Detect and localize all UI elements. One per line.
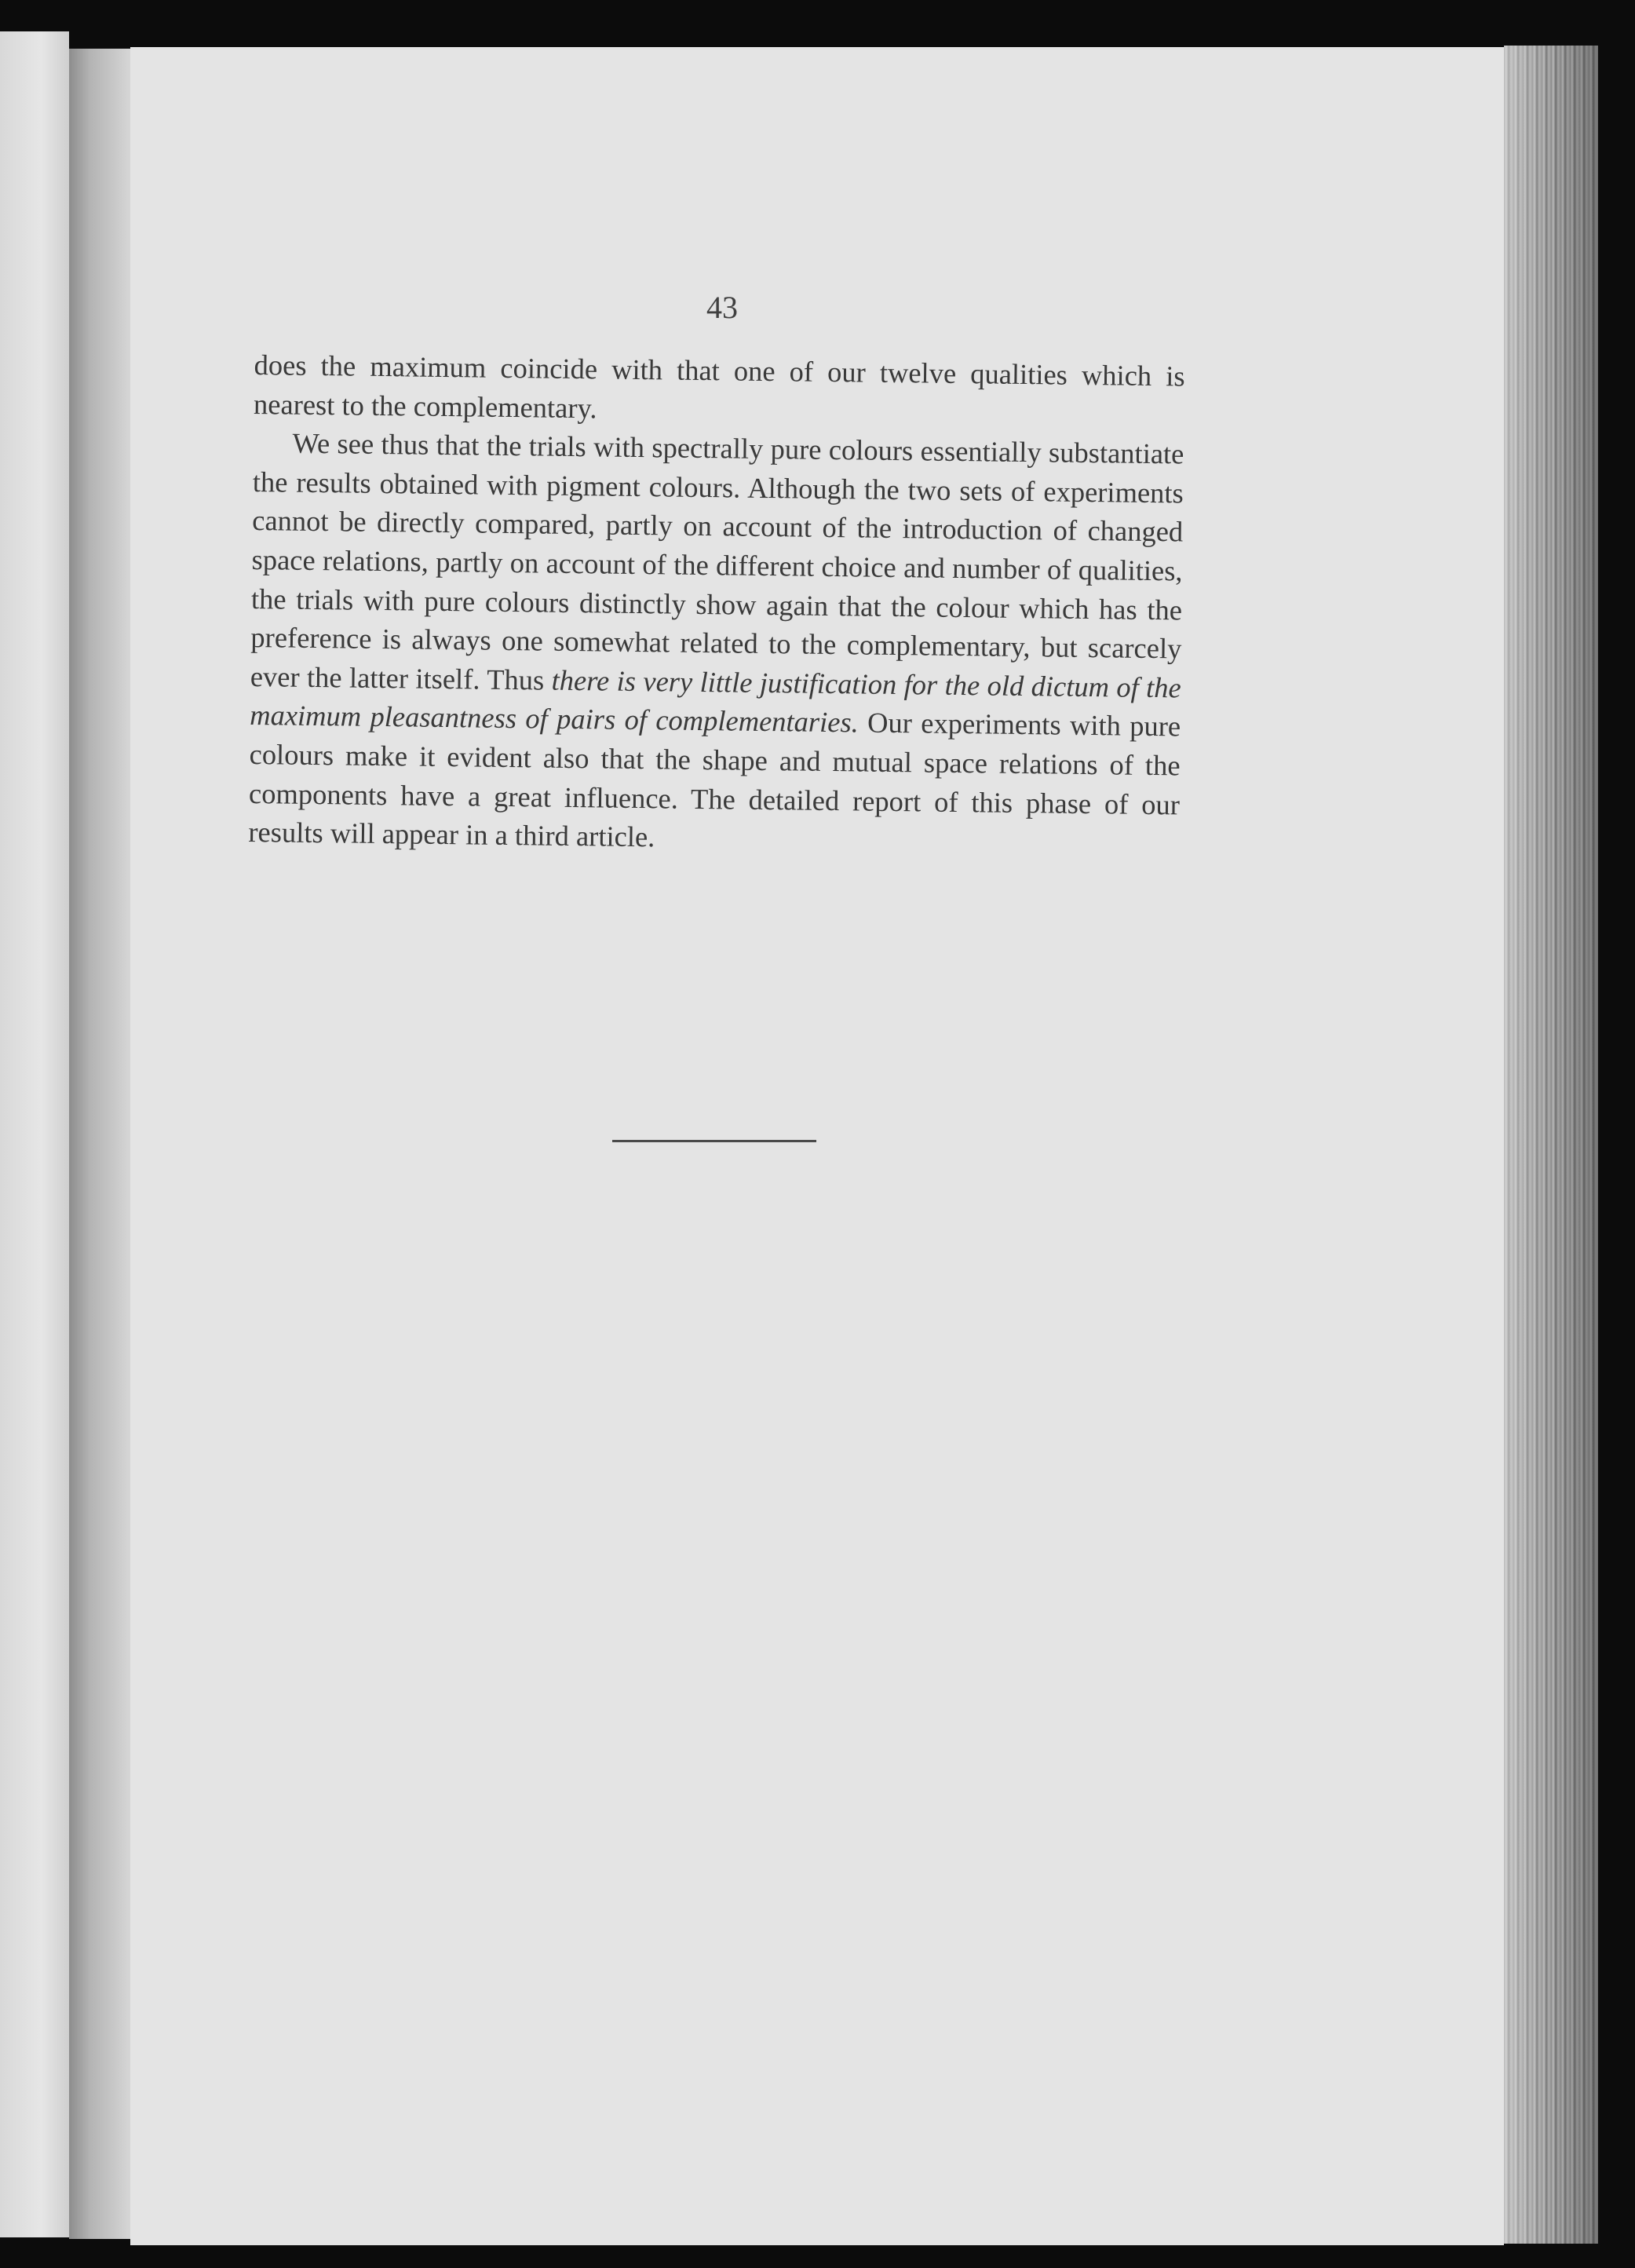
paragraph-1: does the maximum coincide with that one of our twelve qualities which is nearest to the complementary. <box>253 348 1185 424</box>
facing-page-edge <box>0 31 69 2237</box>
paragraph-2 <box>248 423 1184 863</box>
book-gutter <box>69 49 130 2239</box>
page-edges-shade <box>1504 46 1598 2244</box>
body-text <box>248 345 1185 863</box>
paragraph-2-italic-conclusion: there is very little justification for the old dictum of the maximum pleasantness of pairs of complementaries. <box>249 663 1182 739</box>
paragraph-2-text-start: We see thus that the trials with spectrally pure colours essentially substantiate the results obtained with pigment colours. Although the two sets of experiments cannot be directly compared, partly on account of the introduction of changed space relations, partly on account of the different choice and number of qualities, the trials with pure colours distinctly show again that the colour which has the preference is always one somewhat related to the complementary, but scarcely ever the latter itself. Thus <box>250 426 1184 696</box>
paragraph-2-text-end: Our experiments with pure colours make it evident also that the shape and mutual space relations of the components have a great influence. The detailed report of this phase of our results will appear in a third article. <box>248 706 1181 853</box>
section-end-rule <box>612 1140 816 1142</box>
page-number: 43 <box>706 290 738 325</box>
